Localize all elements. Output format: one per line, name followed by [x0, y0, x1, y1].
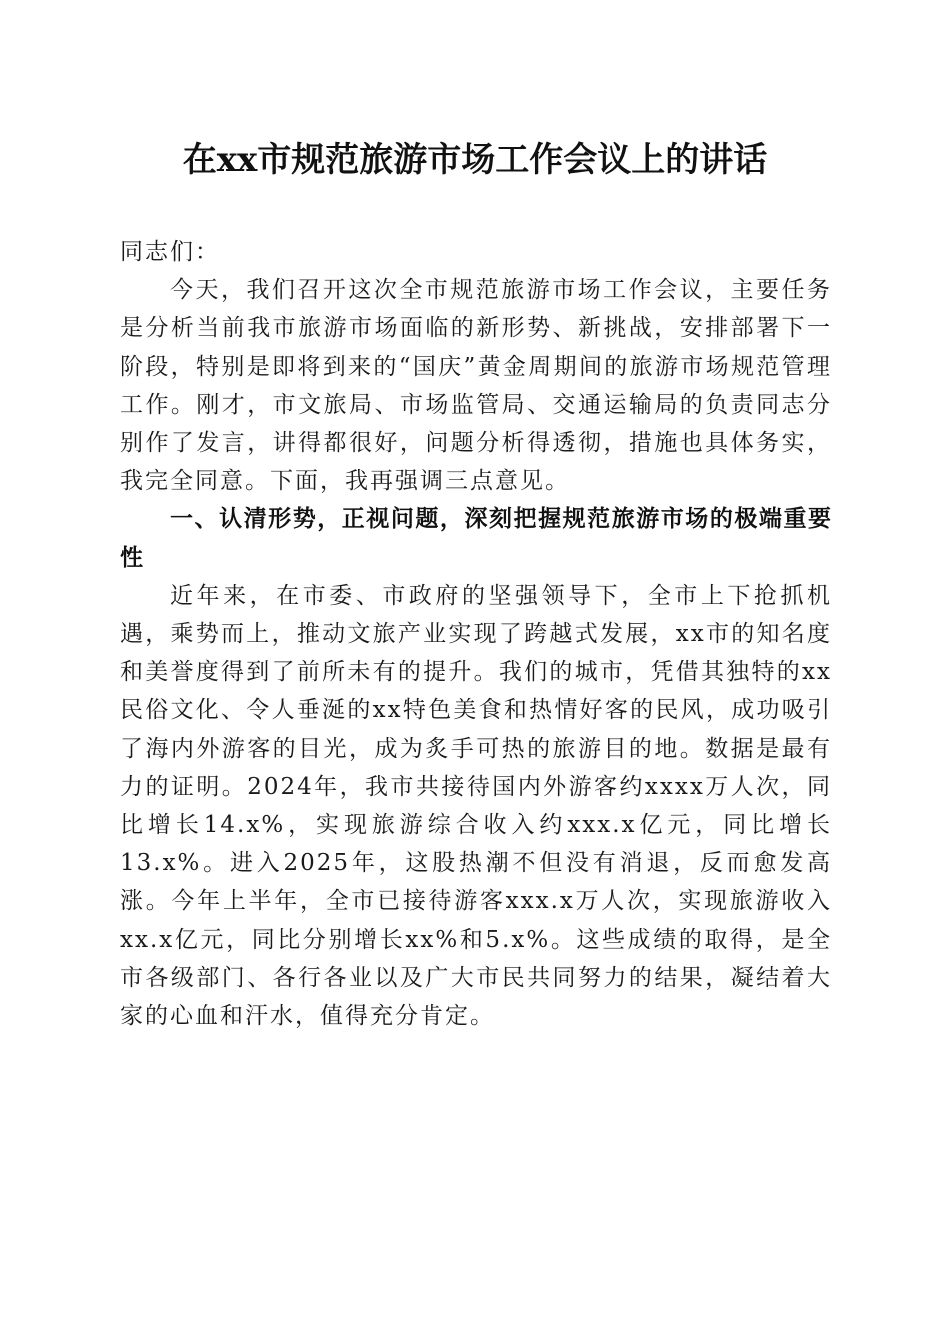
document-title: 在xx市规范旅游市场工作会议上的讲话: [182, 140, 768, 180]
salutation: 同志们：: [120, 239, 220, 265]
section-1-paragraph: 近年来，在市委、市政府的坚强领导下，全市上下抢抓机遇，乘势而上，推动文旅产业实现了跨越式发展，xx市的知名度和美誉度得到了前所未有的提升。我们的城市，凭借其独特的xx民俗文化、令人垂涎的xx特色美食和热情好客的民风，成功吸引了海内外游客的目光，成为炙手可热的旅游目的地。数据是最有力的证明。2024年，我市共接待国内外游客约xxxx万人次，同比增长14.x%，实现旅游综合收入约xxx.x亿元，同比增长13.x%。进入2025年，这股热潮不但没有消退，反而愈发高涨。今年上半年，全市已接待游客xxx.x万人次，实现旅游收入xx.x亿元，同比分别增长xx%和5.x%。这些成绩的取得，是全市各级部门、各行各业以及广大市民共同努力的结果，凝结着大家的心血和汗水，值得充分肯定。: [120, 582, 832, 1030]
document-body: [120, 233, 832, 1035]
section-heading-1: 一、认清形势，正视问题，深刻把握规范旅游市场的极端重要性: [120, 506, 832, 571]
intro-paragraph: 今天，我们召开这次全市规范旅游市场工作会议，主要任务是分析当前我市旅游市场面临的新形势、新挑战，安排部署下一阶段，特别是即将到来的“国庆”黄金周期间的旅游市场规范管理工作。刚才，市文旅局、市场监管局、交通运输局的负责同志分别作了发言，讲得都很好，问题分析得透彻，措施也具体务实，我完全同意。下面，我再强调三点意见。: [120, 277, 832, 495]
